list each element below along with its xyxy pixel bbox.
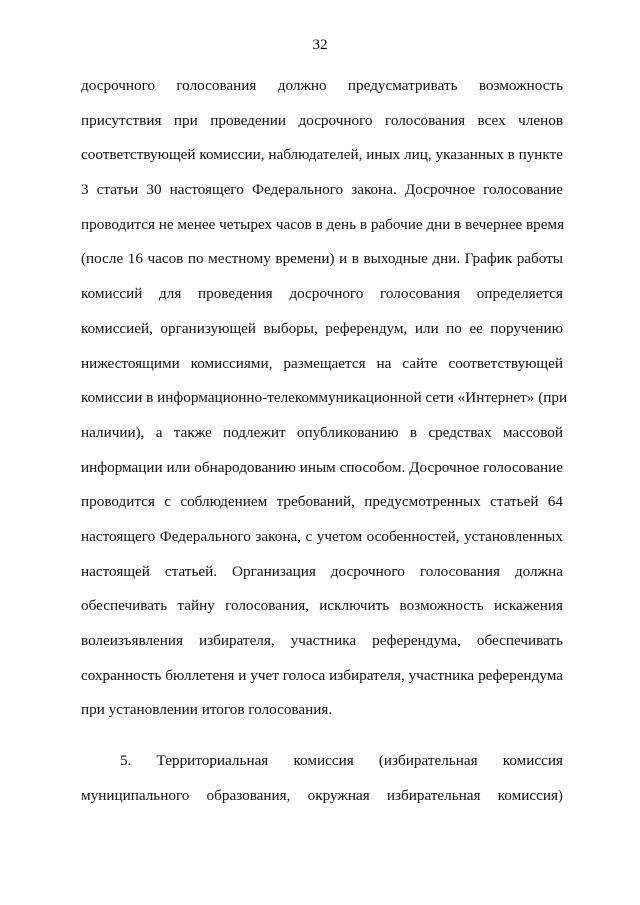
- text-line: 3 статьи 30 настоящего Федерального закона. Досрочное голосование: [81, 181, 563, 199]
- page-number: 32: [312, 37, 328, 53]
- text-line: настоящей статьей. Организация досрочного голосования должна: [81, 562, 563, 580]
- text-line: соответствующей комиссии, наблюдателей, иных лиц, указанных в пункте: [81, 146, 563, 164]
- paragraph-early-voting: [81, 72, 568, 731]
- text-line: нижестоящими комиссиями, размещается на сайте соответствующей: [81, 354, 563, 372]
- text-line: при установлении итогов голосования.: [81, 701, 333, 719]
- document-body: [81, 72, 568, 816]
- text-line: проводится не менее четырех часов в день в рабочие дни в вечернее время: [81, 215, 565, 233]
- text-line: наличии), а также подлежит опубликованию в средствах массовой: [81, 423, 563, 441]
- text-line: комиссий для проведения досрочного голосования определяется: [81, 285, 563, 303]
- text-line: муниципального образования, окружная избирательная комиссия): [81, 786, 563, 804]
- text-line: обеспечивать тайну голосования, исключить возможность искажения: [81, 597, 563, 615]
- text-line: присутствия при проведении досрочного голосования всех членов: [81, 111, 563, 129]
- paragraph-item-5: [81, 747, 563, 816]
- text-line: волеизъявления избирателя, участника референдума, обеспечивать: [81, 632, 563, 649]
- text-line: 5. Территориальная комиссия (избирательная комиссия: [120, 752, 563, 770]
- text-line: комиссией, организующей выборы, референдум, или по ее поручению: [81, 319, 563, 337]
- text-line: (после 16 часов по местному времени) и в выходные дни. График работы: [81, 250, 563, 268]
- text-line: комиссии в информационно-телекоммуникационной сети «Интернет» (при: [81, 389, 568, 407]
- text-line: информации или обнародованию иным способом. Досрочное голосование: [81, 458, 563, 476]
- text-line: сохранность бюллетеня и учет голоса избирателя, участника референдума: [81, 666, 563, 684]
- text-line: настоящего Федерального закона, с учетом особенностей, установленных: [81, 527, 563, 545]
- text-line: досрочного голосования должно предусматривать возможность: [81, 77, 563, 94]
- text-line: проводится с соблюдением требований, предусмотренных статьей 64: [81, 493, 563, 511]
